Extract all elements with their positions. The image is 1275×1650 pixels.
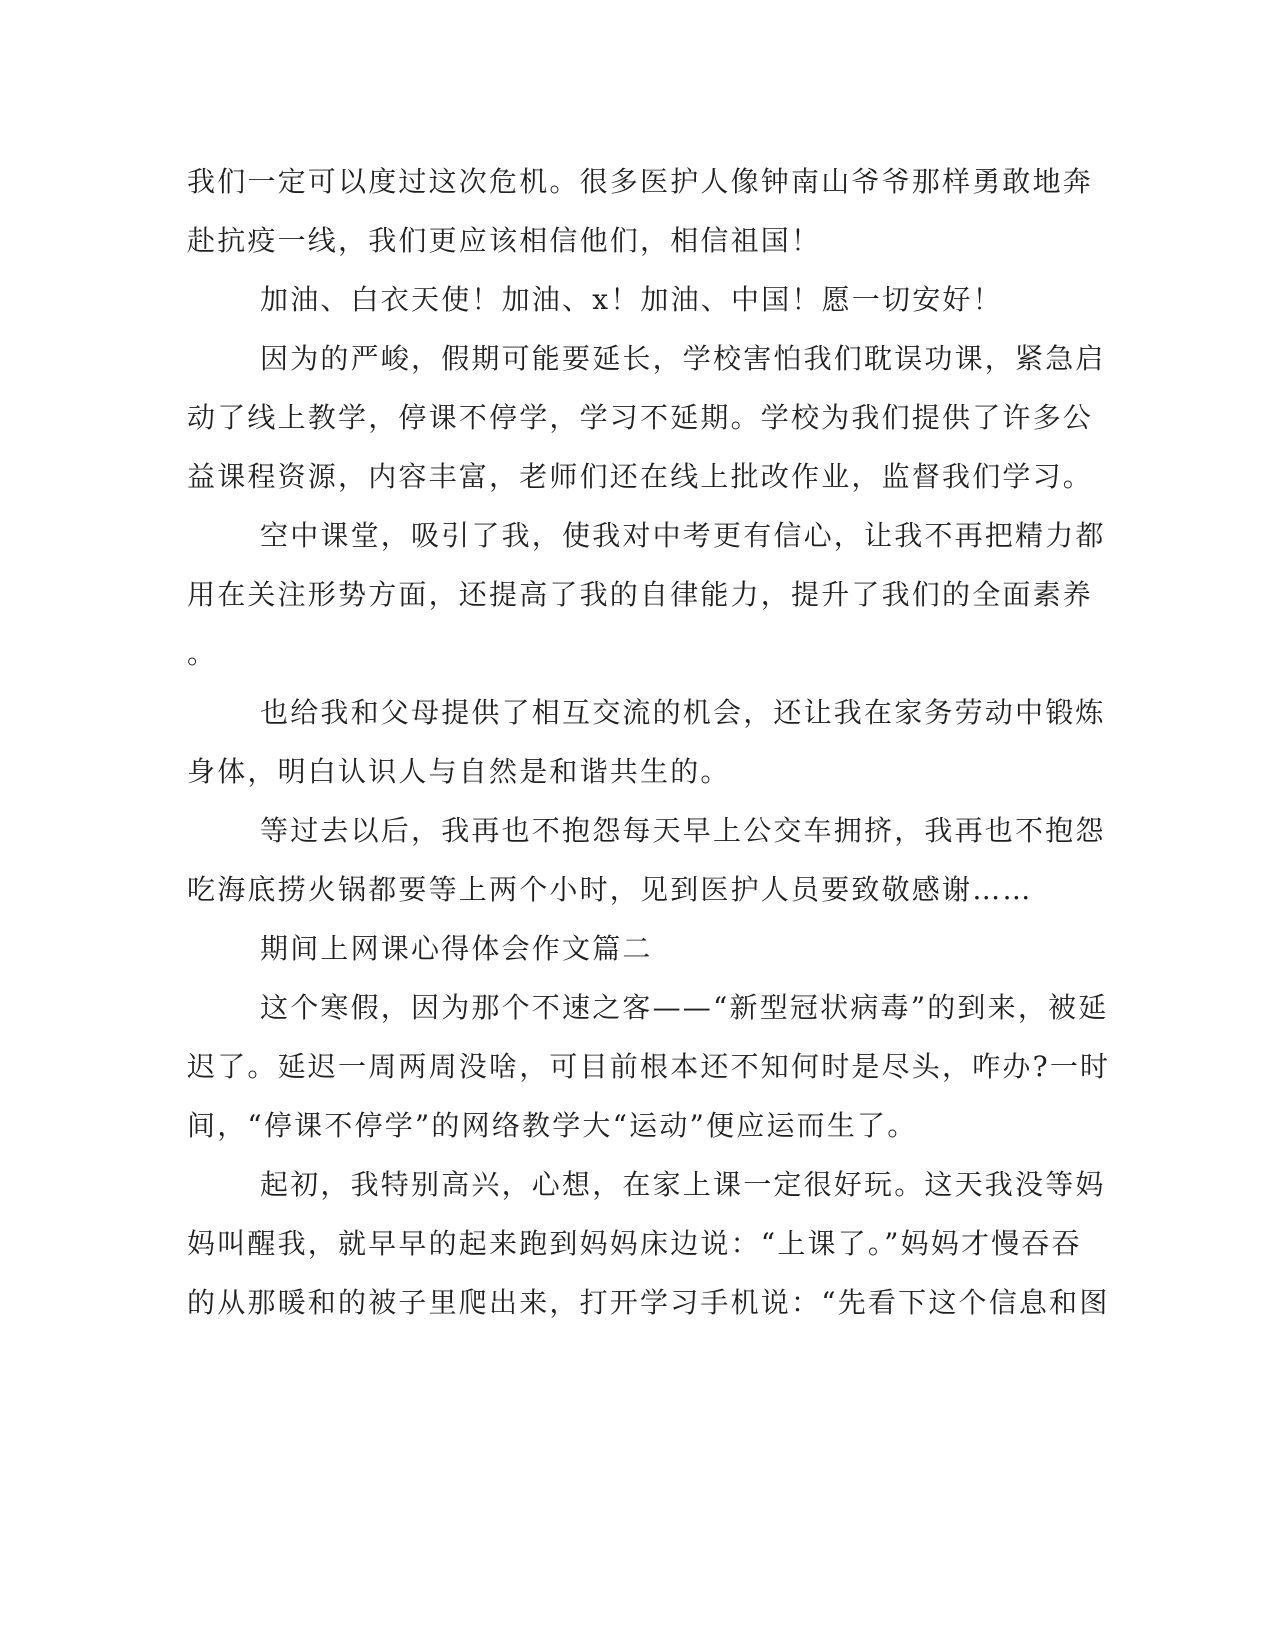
text-line: 赴抗疫一线，我们更应该相信他们，相信祖国！	[187, 224, 822, 257]
text-line: 迟了。延迟一周两周没啥，可目前根本还不知何时是尽头，咋办?一时	[187, 1050, 1111, 1083]
text-line: 间，“停课不停学”的网络教学大“运动”便应运而生了。	[187, 1109, 918, 1142]
section-heading: 期间上网课心得体会作文篇二	[260, 932, 653, 965]
text-line: 也给我和父母提供了相互交流的机会，还让我在家务劳动中锻炼	[260, 696, 1106, 729]
text-line: 益课程资源，内容丰富，老师们还在线上批改作业，监督我们学习。	[187, 460, 1094, 493]
text-line: 用在关注形势方面，还提高了我的自律能力，提升了我们的全面素养	[187, 578, 1094, 611]
text-line: 动了线上教学，停课不停学，学习不延期。学校为我们提供了许多公	[187, 401, 1094, 434]
text-line: 这个寒假，因为那个不速之客——“新型冠状病毒”的到来，被延	[260, 991, 1109, 1024]
text-line: 吃海底捞火锅都要等上两个小时，见到医护人员要致敬感谢……	[187, 873, 1033, 906]
text-line: 加油、白衣天使！加油、x！加油、中国！愿一切安好！	[260, 283, 1003, 316]
text-line: 起初，我特别高兴，心想，在家上课一定很好玩。这天我没等妈	[260, 1168, 1106, 1201]
text-line: 等过去以后，我再也不抱怨每天早上公交车拥挤，我再也不抱怨	[260, 814, 1106, 847]
text-line: 妈叫醒我，就早早的起来跑到妈妈床边说：“上课了。”妈妈才慢吞吞	[187, 1227, 1082, 1260]
text-line: 空中课堂，吸引了我，使我对中考更有信心，让我不再把精力都	[260, 519, 1106, 552]
text-line: 的从那暖和的被子里爬出来，打开学习手机说：“先看下这个信息和图	[187, 1286, 1110, 1319]
text-line: 因为的严峻，假期可能要延长，学校害怕我们耽误功课，紧急启	[260, 342, 1106, 375]
text-line: 。	[187, 637, 218, 670]
text-line: 我们一定可以度过这次危机。很多医护人像钟南山爷爷那样勇敢地奔	[187, 165, 1094, 198]
text-line: 身体，明白认识人与自然是和谐共生的。	[187, 755, 731, 788]
